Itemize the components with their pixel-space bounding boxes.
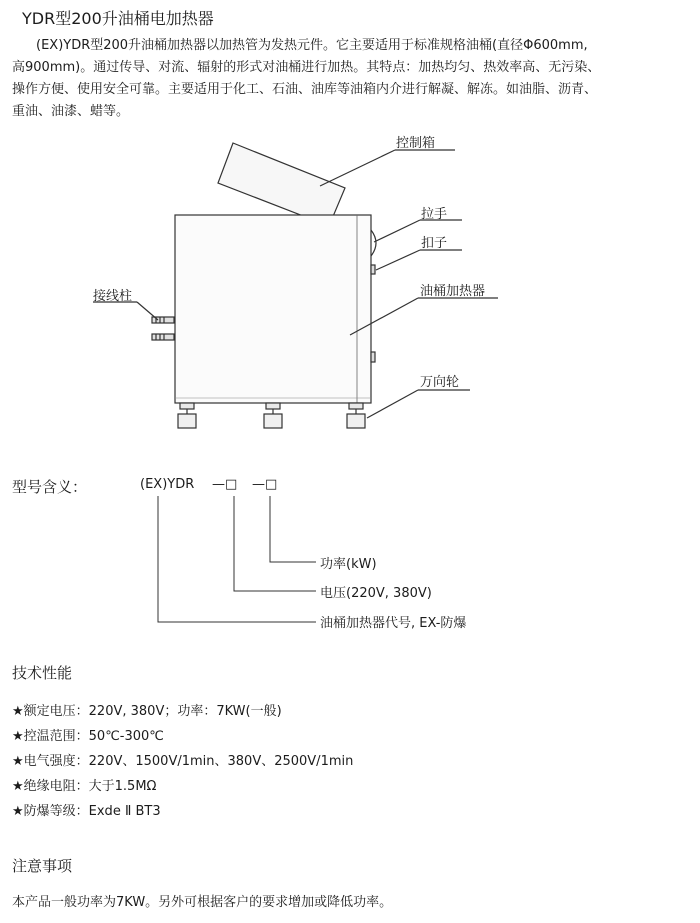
label-terminal: 接线柱 xyxy=(93,289,133,304)
model-code-label: 油桶加热器代号, EX-防爆 xyxy=(320,616,467,631)
intro-line: (EX)YDR型200升油桶加热器以加热管为发热元件。它主要适用于标准规格油桶(直径Φ600mm, xyxy=(36,38,588,53)
intro-line: 高900mm)。通过传导、对流、辐射的形式对油桶进行加热。其特点：加热均匀、热效率高、无污染、 xyxy=(12,60,601,75)
spec-item: ★防爆等级：Exde Ⅱ BT3 xyxy=(12,804,161,819)
intro-line: 操作方便、使用安全可靠。主要适用于化工、石油、油库等油箱内介进行解凝、解冻。如油脂、沥青、 xyxy=(12,82,598,97)
page-title: YDR型200升油桶电加热器 xyxy=(22,9,214,28)
model-power-label: 功率(kW) xyxy=(320,557,377,572)
model-seg-power: —□ xyxy=(252,477,278,492)
tech-heading: 技术性能 xyxy=(12,664,73,682)
label-heater: 油桶加热器 xyxy=(420,284,486,299)
model-heading: 型号含义： xyxy=(12,478,88,496)
intro-line: 重油、油漆、蜡等。 xyxy=(12,104,130,119)
spec-item: ★绝缘电阻：大于1.5MΩ xyxy=(12,779,157,794)
notes-heading: 注意事项 xyxy=(12,857,73,875)
model-seg-voltage: —□ xyxy=(212,477,238,492)
spec-item: ★额定电压：220V, 380V；功率：7KW(一般) xyxy=(12,704,282,719)
label-caster: 万向轮 xyxy=(420,375,460,390)
label-buckle: 扣子 xyxy=(421,236,448,251)
spec-item: ★控温范围：50℃-300℃ xyxy=(12,729,164,744)
model-voltage-label: 电压(220V, 380V) xyxy=(320,586,432,601)
label-control-box: 控制箱 xyxy=(396,136,436,151)
model-code: (EX)YDR xyxy=(140,477,195,492)
spec-item: ★电气强度：220V、1500V/1min、380V、2500V/1min xyxy=(12,754,354,769)
notes-text: 本产品一般功率为7KW。另外可根据客户的要求增加或降低功率。 xyxy=(12,895,393,910)
label-handle: 拉手 xyxy=(421,207,448,222)
